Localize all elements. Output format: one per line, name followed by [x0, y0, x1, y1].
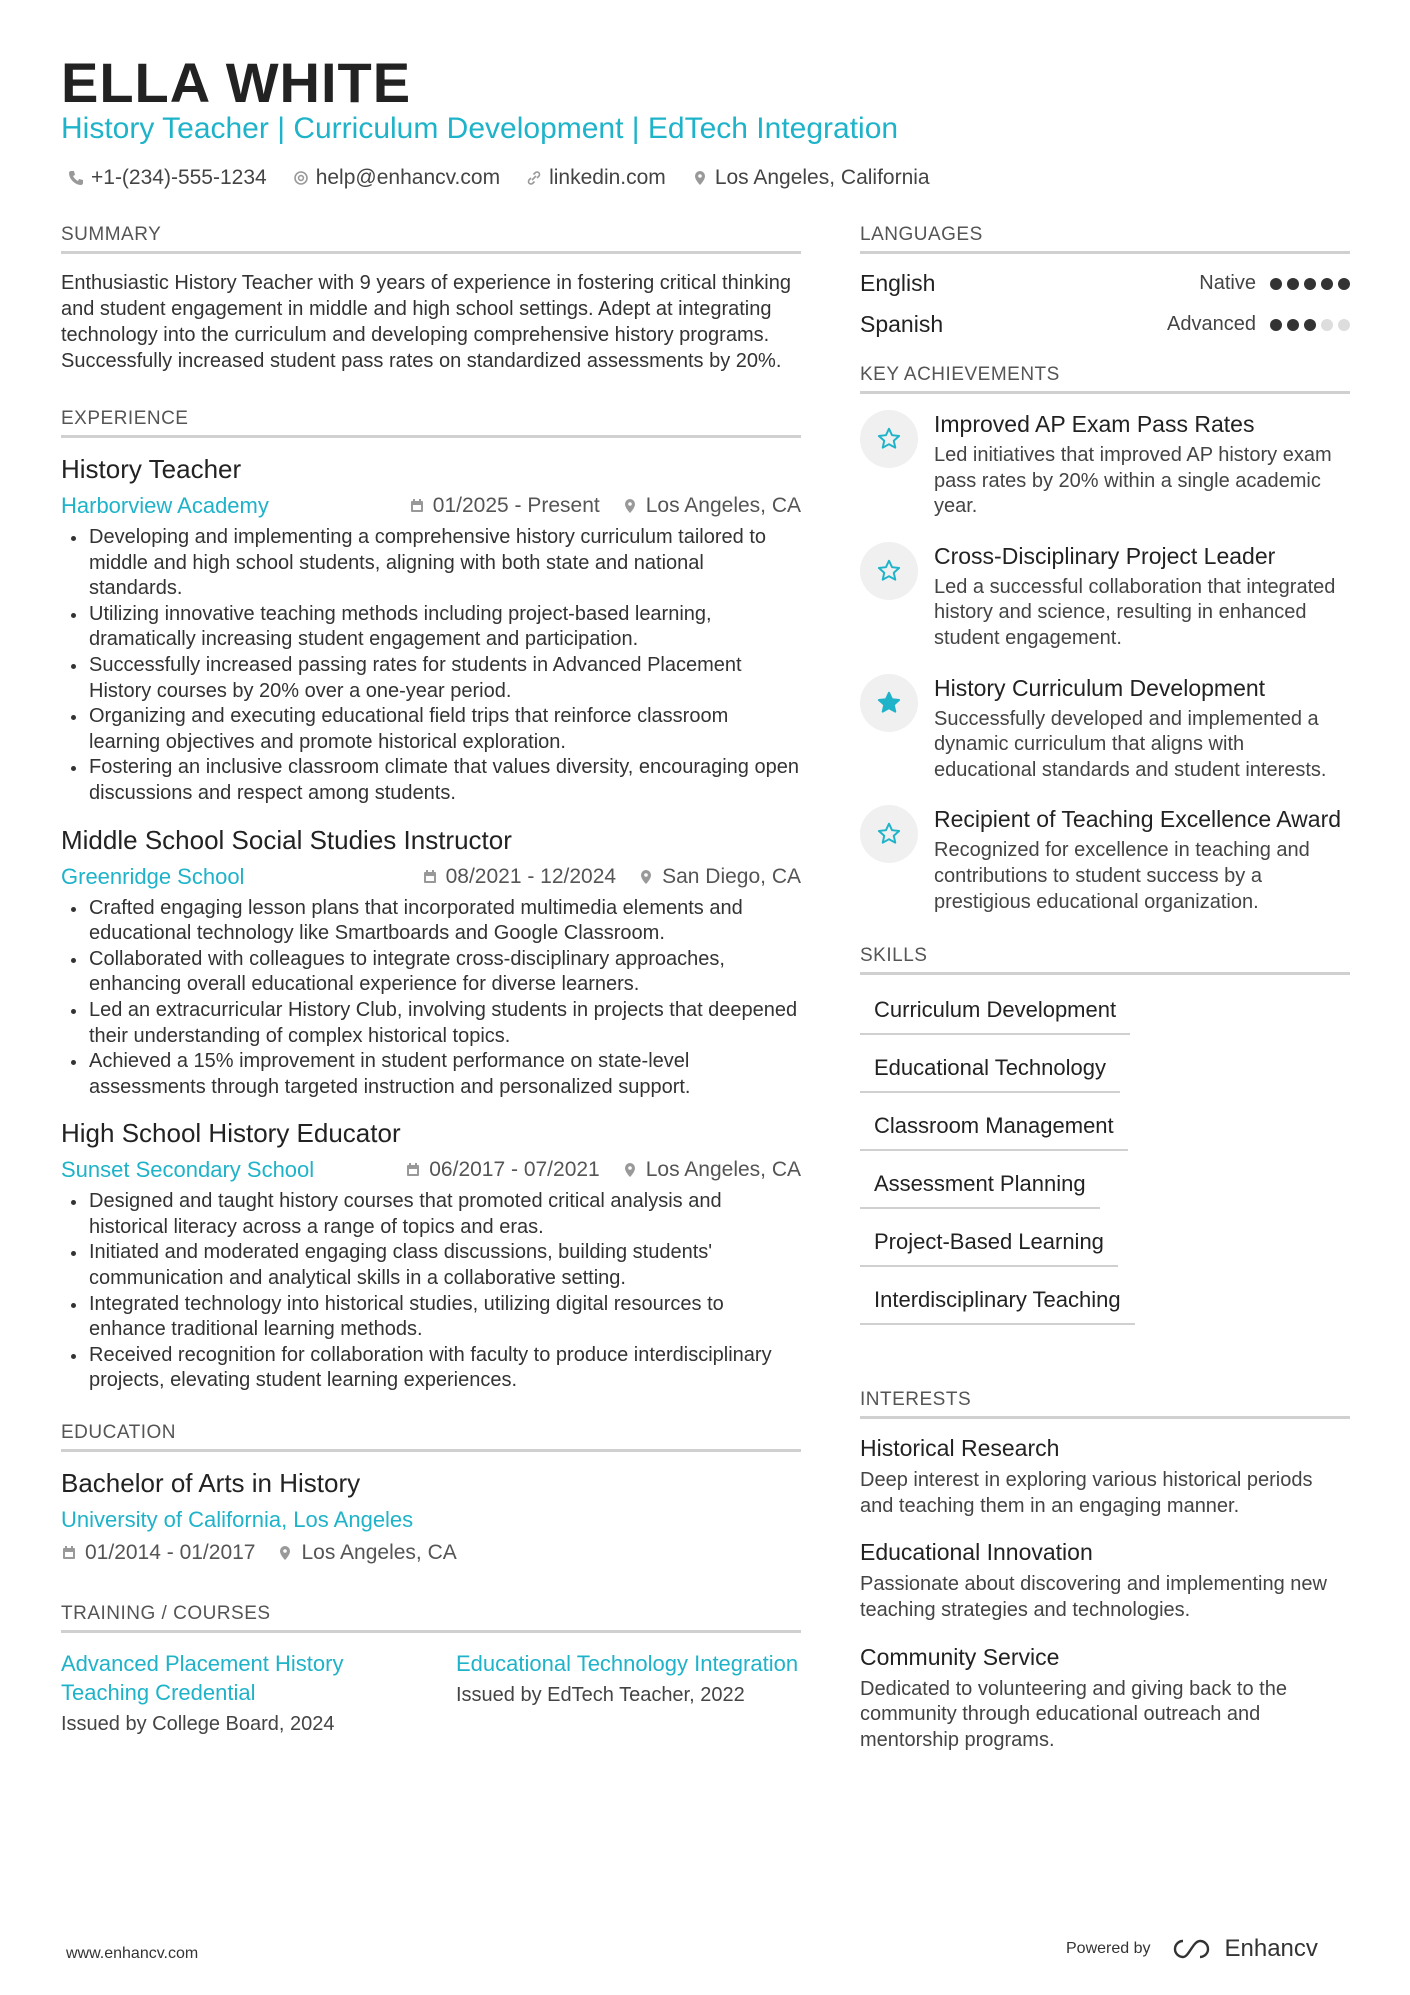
achievement-item — [860, 805, 1350, 915]
language-level: Native — [1199, 272, 1256, 294]
job-dates-text: 08/2021 - 12/2024 — [445, 864, 617, 888]
achievement-item — [860, 410, 1350, 520]
language-item — [860, 270, 1350, 297]
job-location — [622, 494, 801, 518]
language-rating — [1270, 319, 1350, 331]
right-column — [860, 224, 1350, 1773]
school: University of California, Los Angeles — [61, 1507, 414, 1533]
summary-title: SUMMARY — [61, 224, 801, 254]
candidate-name: ELLA WHITE — [61, 51, 412, 114]
location-pin-icon — [277, 1545, 293, 1561]
rating-dot — [1287, 319, 1299, 331]
location-pin-icon — [638, 869, 654, 885]
contact-email[interactable] — [293, 166, 500, 190]
location-text: Los Angeles, California — [714, 166, 930, 189]
achievement-desc: Recognized for excellence in teaching and contributions to student success by a prestigious educational organization. — [934, 839, 1310, 913]
skill-tag: Interdisciplinary Teaching — [860, 1281, 1135, 1325]
star-icon — [876, 426, 902, 452]
job-location — [622, 1158, 801, 1182]
interests-title: INTERESTS — [860, 1389, 1350, 1419]
calendar-icon — [405, 1162, 421, 1178]
achievement-title: History Curriculum Development — [934, 674, 1266, 701]
headline: History Teacher | Curriculum Development | EdTech Integration — [61, 112, 899, 145]
job-location — [638, 865, 801, 889]
achievement-desc: Led initiatives that improved AP history exam pass rates by 20% within a single academic year. — [934, 444, 1332, 518]
summary-text: Enthusiastic History Teacher with 9 years of experience in fostering critical thinking and student engagement in middle and high school settings. Adept at integrating technology into the curriculum and developing comprehensive history programs. Successfully increased student pass rates on standardized assessments by 20%. — [61, 272, 791, 372]
training-sub-0: Issued by College Board, 2024 — [61, 1713, 335, 1736]
skill-tag: Educational Technology — [860, 1049, 1120, 1093]
interest-desc: Deep interest in exploring various historical periods and teaching them in an engaging manner. — [860, 1469, 1313, 1517]
edu-location — [277, 1541, 456, 1565]
star-icon — [876, 821, 902, 847]
experience-title: EXPERIENCE — [61, 408, 801, 438]
achievement-title: Improved AP Exam Pass Rates — [934, 411, 1255, 437]
job-bullet: Achieved a 15% improvement in student performance on state-level assessments through targeted instruction and personalized support. — [61, 1049, 801, 1100]
interest-title: Historical Research — [860, 1435, 1060, 1462]
achievements-title: KEY ACHIEVEMENTS — [860, 364, 1350, 394]
location-pin-icon — [692, 170, 708, 186]
company-name: Sunset Secondary School — [61, 1157, 315, 1183]
job-bullet: Fostering an inclusive classroom climate that values diversity, encouraging open discussions and respect among students. — [61, 755, 801, 806]
phone-icon — [68, 170, 84, 186]
contact-linkedin[interactable] — [526, 166, 666, 190]
achievement-title: Recipient of Teaching Excellence Award — [934, 806, 1342, 833]
skills-section — [860, 945, 1350, 1339]
skill-tag: Classroom Management — [860, 1107, 1128, 1151]
job-dates — [422, 865, 616, 889]
job-bullet: Integrated technology into historical studies, utilizing digital resources to enhance traditional learning methods. — [61, 1292, 801, 1343]
job-entry — [61, 825, 801, 1101]
job-entry — [61, 1118, 801, 1394]
interests-section — [860, 1389, 1350, 1753]
job-location-text: Los Angeles, CA — [645, 1158, 801, 1182]
interest-title: Educational Innovation — [860, 1539, 1093, 1566]
powered-by-text: Powered by — [1066, 1940, 1151, 1957]
contact-location — [692, 166, 930, 190]
education-section — [61, 1422, 801, 1565]
language-name: English — [860, 270, 936, 296]
calendar-icon — [61, 1545, 77, 1561]
at-icon — [293, 170, 309, 186]
enhancv-logo-icon — [1171, 1937, 1217, 1961]
rating-dot — [1338, 278, 1350, 290]
interest-desc: Passionate about discovering and implementing new teaching strategies and technologies. — [860, 1573, 1327, 1621]
jobs-list — [61, 454, 801, 1394]
star-icon-badge — [860, 805, 918, 863]
summary-section — [61, 224, 801, 374]
brand-text: Enhancv — [1224, 1935, 1318, 1962]
job-bullet: Led an extracurricular History Club, involving students in projects that deepened their understanding of complex historical topics. — [61, 998, 801, 1049]
star-icon — [876, 558, 902, 584]
job-bullet: Received recognition for collaboration with faculty to produce interdisciplinary projects, elevating student learning experiences. — [61, 1343, 801, 1394]
training-title-1: Educational Technology Integration — [456, 1651, 799, 1677]
skill-tag: Curriculum Development — [860, 991, 1130, 1035]
job-dates — [409, 494, 600, 518]
job-title: High School History Educator — [61, 1118, 401, 1149]
achievement-desc: Led a successful collaboration that integrated history and science, resulting in enhanced student engagement. — [934, 575, 1336, 649]
rating-dot — [1270, 278, 1282, 290]
phone-text: +1-(234)-555-1234 — [91, 166, 267, 189]
contact-bar — [68, 166, 930, 190]
languages-title: LANGUAGES — [860, 224, 1350, 254]
job-bullet: Successfully increased passing rates for students in Advanced Placement History courses by 20% over a one-year period. — [61, 653, 801, 704]
job-location-text: Los Angeles, CA — [645, 494, 801, 517]
star-icon-badge — [860, 542, 918, 600]
edu-location-text: Los Angeles, CA — [301, 1541, 457, 1565]
email-text: help@enhancv.com — [315, 166, 501, 189]
job-title: Middle School Social Studies Instructor — [61, 824, 512, 855]
job-dates — [405, 1158, 599, 1182]
achievement-item — [860, 674, 1350, 784]
footer-brand — [1066, 1935, 1318, 1963]
star-icon-badge — [860, 410, 918, 468]
interest-desc: Dedicated to volunteering and giving back to the community through educational outreach and mentorship programs. — [860, 1677, 1287, 1751]
job-title: History Teacher — [61, 454, 242, 484]
language-rating — [1270, 278, 1350, 290]
training-title: TRAINING / COURSES — [61, 1603, 801, 1633]
rating-dot — [1270, 319, 1282, 331]
job-dates-text: 06/2017 - 07/2021 — [429, 1158, 600, 1182]
edu-dates — [61, 1541, 255, 1565]
training-sub-1: Issued by EdTech Teacher, 2022 — [456, 1684, 745, 1707]
company-name: Harborview Academy — [61, 493, 269, 518]
linkedin-text: linkedin.com — [549, 166, 666, 189]
language-level: Advanced — [1167, 313, 1256, 335]
skill-tag: Project-Based Learning — [860, 1223, 1118, 1267]
job-entry — [61, 454, 801, 807]
calendar-icon — [409, 498, 425, 514]
training-item — [456, 1649, 801, 1736]
achievement-item — [860, 542, 1350, 652]
language-name: Spanish — [860, 311, 944, 337]
rating-dot — [1338, 319, 1350, 331]
job-bullet: Utilizing innovative teaching methods including project-based learning, dramatically increasing student engagement and participation. — [61, 602, 801, 653]
job-bullet: Collaborated with colleagues to integrate cross-disciplinary approaches, enhancing overall educational experience for diverse learners. — [61, 947, 801, 998]
rating-dot — [1287, 278, 1299, 290]
degree: Bachelor of Arts in History — [61, 1468, 361, 1499]
job-bullet: Initiated and moderated engaging class discussions, building students' communication and analytical skills in a collaborative setting. — [61, 1240, 801, 1291]
training-section — [61, 1603, 801, 1736]
education-title: EDUCATION — [61, 1422, 801, 1452]
company-name: Greenridge School — [61, 863, 245, 889]
job-location-text: San Diego, CA — [662, 864, 801, 888]
training-title-0: Advanced Placement History Teaching Credential — [61, 1651, 344, 1706]
footer-website[interactable]: www.enhancv.com — [66, 1945, 199, 1962]
star-icon-badge — [860, 674, 918, 732]
interest-item — [860, 1644, 1350, 1754]
rating-dot — [1321, 278, 1333, 290]
rating-dot — [1304, 319, 1316, 331]
language-item — [860, 311, 1350, 338]
interest-item — [860, 1539, 1350, 1623]
job-bullet: Organizing and executing educational field trips that reinforce classroom learning objectives and promote historical exploration. — [61, 704, 801, 755]
contact-phone[interactable] — [68, 166, 267, 190]
edu-dates-text: 01/2014 - 01/2017 — [85, 1541, 256, 1565]
training-item — [61, 1649, 406, 1736]
achievement-title: Cross-Disciplinary Project Leader — [934, 542, 1276, 569]
achievements-section — [860, 364, 1350, 915]
job-dates-text: 01/2025 - Present — [432, 494, 600, 517]
star-icon — [876, 690, 902, 716]
link-icon — [526, 170, 542, 186]
job-bullet: Designed and taught history courses that promoted critical analysis and historical literacy across a range of topics and eras. — [61, 1189, 801, 1240]
job-bullet: Crafted engaging lesson plans that incorporated multimedia elements and educational technology like Smartboards and Google Classroom. — [61, 896, 801, 947]
rating-dot — [1304, 278, 1316, 290]
enhancv-logo[interactable] — [1171, 1935, 1318, 1963]
languages-section — [860, 224, 1350, 338]
achievement-desc: Successfully developed and implemented a dynamic curriculum that aligns with educational standards and student interests. — [934, 707, 1327, 781]
location-pin-icon — [622, 1162, 638, 1178]
calendar-icon — [422, 869, 438, 885]
job-bullet: Developing and implementing a comprehensive history curriculum tailored to middle and high school students, aligning with both state and national standards. — [61, 525, 801, 602]
left-column — [61, 224, 801, 1736]
interest-title: Community Service — [860, 1643, 1060, 1670]
rating-dot — [1321, 319, 1333, 331]
experience-section — [61, 408, 801, 1394]
skill-tag: Assessment Planning — [860, 1165, 1100, 1209]
interest-item — [860, 1435, 1350, 1519]
skills-title: SKILLS — [860, 945, 1350, 975]
location-pin-icon — [622, 498, 638, 514]
